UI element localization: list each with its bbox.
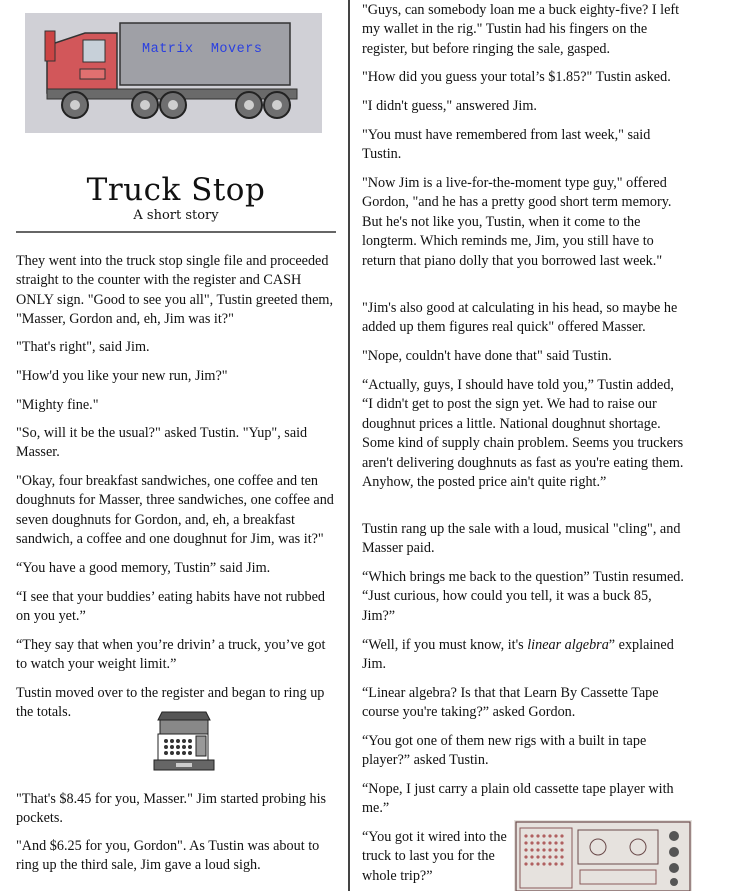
logo-word-movers: Movers [210, 42, 263, 57]
title-rule [16, 231, 336, 233]
cassette-player-image [514, 820, 692, 891]
paragraph: “You got one of them new rigs with a built in tape player?” asked Tustin. [362, 733, 647, 769]
cash-register-image [152, 706, 216, 772]
paragraph: They went into the truck stop single file and proceeded straight to the counter with the register and CASH ONLY sign. "Good to see you all", Tustin greeted them, "Masser, Gordon and, eh, Jim was it?" [16, 253, 334, 328]
paragraph: "Guys, can somebody loan me a buck eighty-five? I left my wallet in the rig." Tustin had his fingers on the register, but before ringing the sale, gasped. [362, 2, 680, 57]
paragraph: “You got it wired into the truck to last you for the whole trip?” [362, 829, 507, 884]
paragraph: "Jim's also good at calculating in his head, so maybe he added up them figures real quick" offered Masser. [362, 300, 678, 336]
paragraph: Tustin rang up the sale with a loud, musical "cling", and Masser paid. [362, 521, 681, 557]
paragraph: "How did you guess your total’s $1.85?" Tustin asked. [362, 69, 671, 85]
emphasis-linear-algebra: linear algebra [527, 637, 609, 653]
logo-text [142, 42, 262, 57]
column-divider [348, 0, 350, 891]
text-span: “Well, if you must know, it's [362, 637, 528, 653]
paragraph: “Linear algebra? Is that that Learn By Cassette Tape course you're taking?” asked Gordon. [362, 685, 659, 721]
truck-drawing [25, 13, 322, 133]
paragraph: "So, will it be the usual?" asked Tustin. "Yup", said Masser. [16, 425, 308, 461]
paragraph: “You have a good memory, Tustin” said Jim. [16, 560, 271, 576]
text-span: ” explained Jim. [362, 637, 674, 673]
story-title: Truck Stop [86, 172, 266, 208]
matrix-movers-logo [25, 13, 322, 133]
paragraph: "Now Jim is a live-for-the-moment type guy," offered Gordon, "and he has a pretty good short term memory. But he's not like you, Tustin, when it come to the longterm. Which reminds me, Jim, you still have to return that piano dolly that you borrowed last week." [362, 175, 672, 269]
paragraph: "I didn't guess," answered Jim. [362, 98, 537, 114]
paragraph: "You must have remembered from last week," said Tustin. [362, 127, 651, 163]
paragraph: “I see that your buddies’ eating habits have not rubbed on you yet.” [16, 589, 326, 625]
paragraph: "How'd you like your new run, Jim?" [16, 368, 228, 384]
paragraph: "That's $8.45 for you, Masser." Jim started probing his pockets. [16, 791, 327, 827]
paragraph: "Mighty fine." [16, 397, 99, 413]
paragraph: "Okay, four breakfast sandwiches, one coffee and ten doughnuts for Masser, three sandwiches, one coffee and seven doughnuts for Gordon, and, eh, a breakfast sandwich, a coffee and one doughnut for Jim, was it?" [16, 473, 334, 548]
paragraph: Tustin moved over to the register and began to ring up the totals. [16, 685, 325, 721]
paragraph: “Actually, guys, I should have told you,” Tustin added, “I didn't get to post the sign yet. We had to raise our doughnut prices a little. National doughnut shortage. Some kind of supply chain problem. Seems you truckers aren't delivering doughnuts as fast as you're eating them. Anyhow, the posted price ain't quite right.” [362, 377, 684, 491]
paragraph: "Nope, couldn't have done that" said Tustin. [362, 348, 612, 364]
paragraph: “Nope, I just carry a plain old cassette tape player with me.” [362, 781, 674, 817]
paragraph: “They say that when you’re drivin’ a truck, you’ve got to watch your weight limit.” [16, 637, 326, 673]
paragraph: "That's right", said Jim. [16, 339, 150, 355]
logo-word-matrix: Matrix [142, 42, 194, 57]
paragraph: "And $6.25 for you, Gordon". As Tustin was about to ring up the third sale, Jim gave a loud sigh. [16, 838, 320, 874]
paragraph: “Which brings me back to the question” Tustin resumed. “Just curious, how could you tell, it was a buck 85, Jim?” [362, 569, 684, 624]
paragraph-linear-algebra [362, 636, 684, 675]
story-subtitle: A short story [133, 208, 219, 223]
